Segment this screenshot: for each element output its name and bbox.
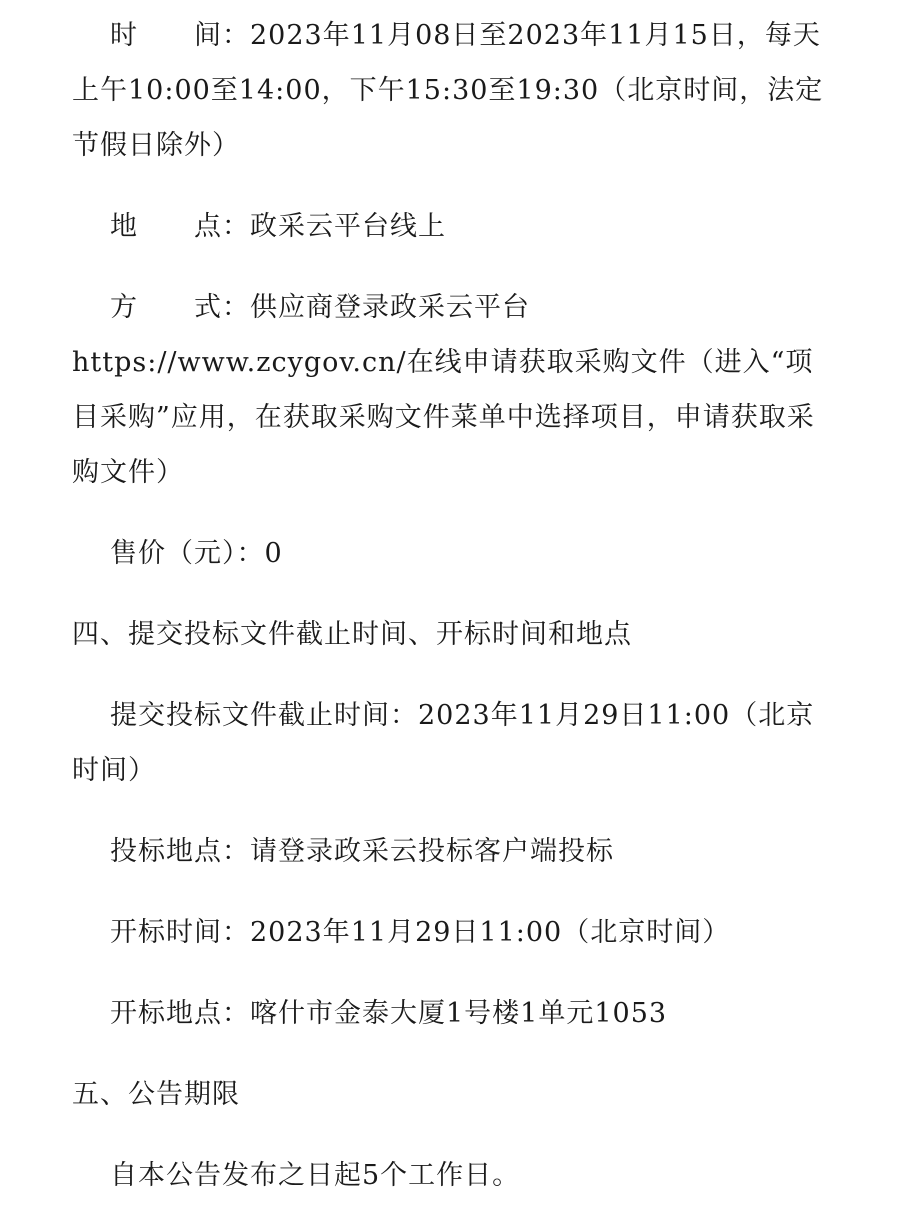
spacer (72, 960, 828, 986)
section-5-heading: 五、公告期限 (72, 1079, 240, 1110)
bid-place-text: 投标地点：请登录政采云投标客户端投标 (110, 836, 614, 867)
purchase-method-detail: https://www.zcygov.cn/在线申请获取采购文件（进入“项目采购”应用，在获取采购文件菜单中选择项目，申请获取采购文件） (72, 347, 815, 488)
spacer (72, 662, 828, 688)
spacer (72, 879, 828, 905)
purchase-place-text: 地 点：政采云平台线上 (110, 211, 446, 242)
bid-deadline-text: 提交投标文件截止时间：2023年11月29日11:00（北京时间） (72, 700, 815, 786)
spacer (72, 173, 828, 199)
spacer (72, 500, 828, 526)
spacer (72, 1041, 828, 1067)
purchase-method-text: 方 式：供应商登录政采云平台 (110, 292, 530, 323)
purchase-time-text: 时 间：2023年11月08日至2023年11月15日，每天上午10:00至14:00，下午15:30至19:30（北京时间，法定节假日除外） (72, 20, 824, 161)
document-price-text: 售价（元）：0 (110, 538, 283, 569)
spacer (72, 798, 828, 824)
spacer (72, 1122, 828, 1148)
bid-open-place-text: 开标地点：喀什市金泰大厦1号楼1单元1053 (110, 998, 668, 1029)
bid-open-time-text: 开标时间：2023年11月29日11:00（北京时间） (110, 917, 731, 948)
notice-period-text: 自本公告发布之日起5个工作日。 (110, 1160, 521, 1191)
section-4-heading: 四、提交投标文件截止时间、开标时间和地点 (72, 619, 632, 650)
spacer (72, 581, 828, 607)
spacer (72, 254, 828, 280)
